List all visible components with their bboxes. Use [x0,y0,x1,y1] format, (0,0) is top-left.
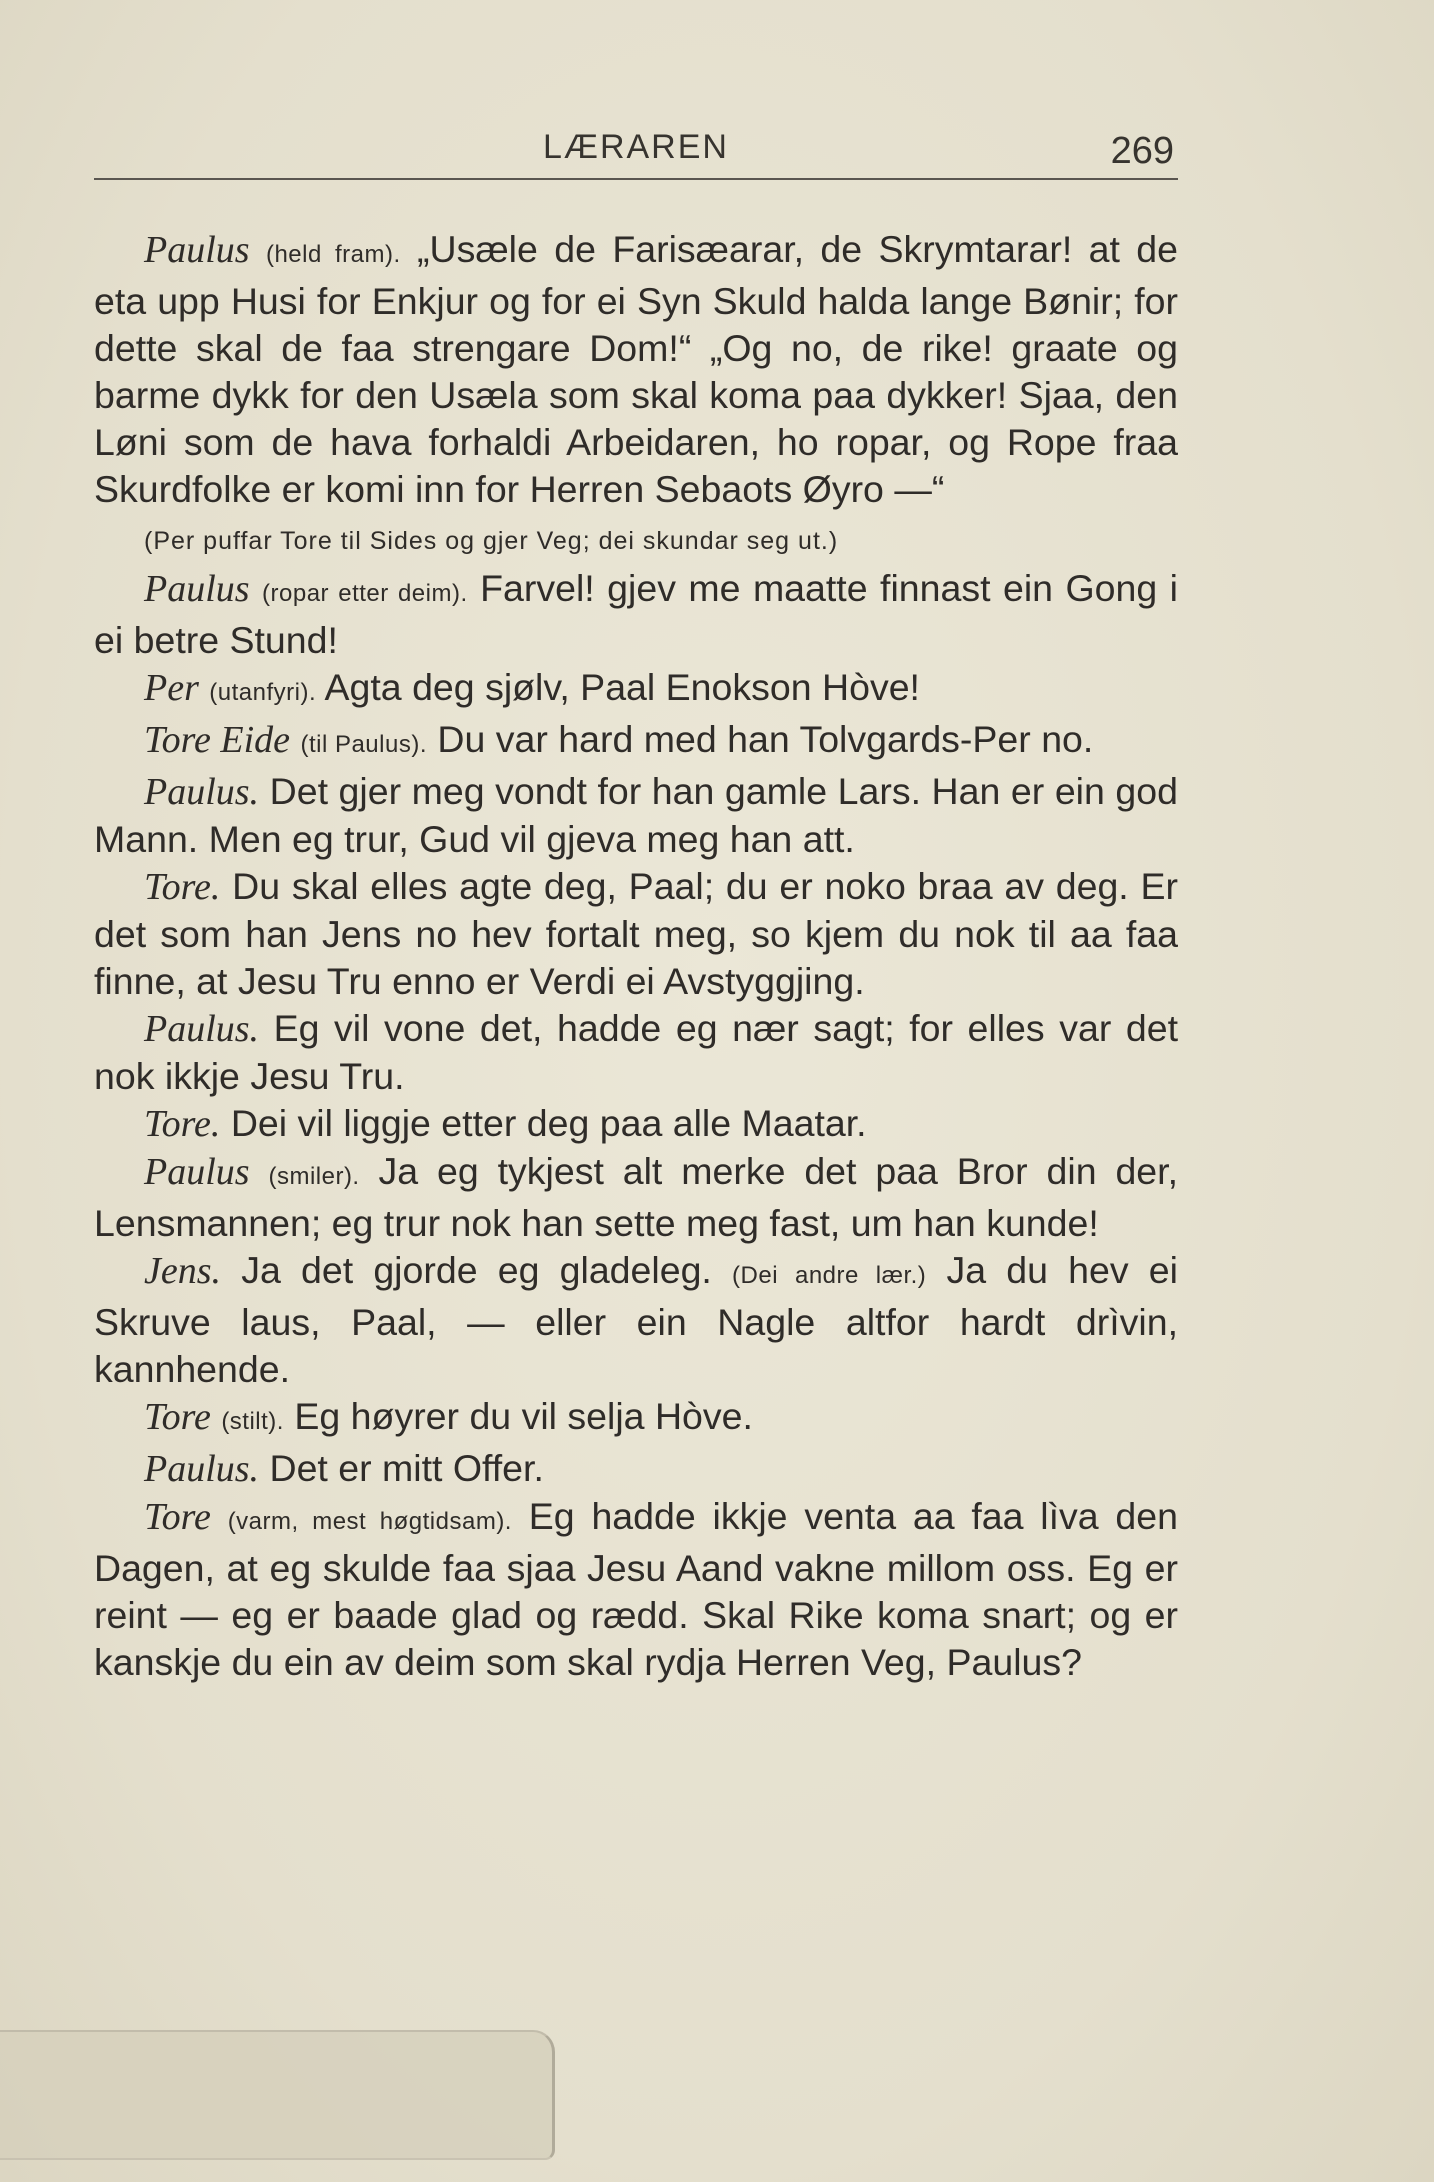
dialogue-paragraph [94,1247,1178,1393]
speaker-name: Per [144,667,199,709]
library-label-stamp [0,2030,555,2160]
dialogue-text: Eg høyrer du vil selja Hòve. [294,1395,753,1437]
running-head: LÆRAREN [543,128,729,166]
dialogue-text: „Usæle de Farisæarar, de Skrymtarar! at de eta upp Husi for Enkjur og for ei Syn Skuld halda lange Bønir; for dette skal de faa strengare Dom!“ „Og no, de rike! graate og barme dykk for den Usæla som skal koma paa dykker! Sjaa, den Løni som de hava forhaldi Arbeidaren, ho ropar, og Rope fraa Skurdfolke er komi inn for Herren Sebaots Øyro —“ [94,228,1179,510]
dialogue-text: Eg hadde ikkje venta aa faa lìva den Dagen, at eg skulde faa sjaa Jesu Aand vakne millom oss. Eg er reint — eg er baade glad og rædd. Skal Rike koma snart; og er kanskje du ein av deim som skal rydja Herren Veg, Paulus? [94,1495,1178,1683]
speaker-name: Paulus [144,568,250,610]
stage-direction: (stilt). [221,1408,284,1435]
dialogue-paragraph [94,863,1178,1005]
dialogue-text: Ja eg tykjest alt merke det paa Bror din der, Lensmannen; eg trur nok han sette meg fast, um han kunde! [94,1150,1178,1244]
dialogue-text: Eg vil vone det, hadde eg nær sagt; for elles var det nok ikkje Jesu Tru. [94,1007,1178,1097]
stage-direction: (held fram). [265,241,401,268]
dialogue-paragraph [94,1148,1178,1247]
dialogue-paragraph [94,226,1178,513]
page-number: 269 [1110,130,1174,172]
speaker-name: Tore Eide [144,719,291,761]
dialogue-text: Du var hard med han Tolvgards-Per no. [437,718,1094,760]
dialogue-paragraph [94,1493,1178,1686]
dialogue-text: Det er mitt Offer. [269,1447,544,1489]
dialogue-paragraph [94,716,1178,768]
speaker-name: Tore [144,1396,211,1438]
dialogue-text: Agta deg sjølv, Paal Enokson Hòve! [324,666,920,708]
dialogue-text: Det gjer meg vondt for han gamle Lars. Han er ein god Mann. Men eg trur, Gud vil gjeva meg han att. [94,770,1179,860]
dialogue-text: Farvel! gjev me maatte finnast ein Gong i ei betre Stund! [94,567,1178,661]
body-text [94,226,1178,1686]
speaker-name: Tore. [144,866,221,908]
dialogue-text: Du skal elles agte deg, Paal; du er noko braa av deg. Er det som han Jens no hev fortalt meg, so kjem du nok til aa faa finne, at Jesu Tru enno er Verdi ei Avstyggjing. [94,865,1178,1002]
speaker-name: Jens. [144,1250,222,1292]
speaker-name: Paulus [144,1151,250,1193]
dialogue-paragraph [94,565,1178,664]
speaker-name: Paulus. [144,1008,260,1050]
speaker-name: Paulus. [144,1448,260,1490]
dialogue-text: Ja det gjorde eg gladeleg. [241,1249,712,1291]
dialogue-paragraph [94,664,1178,716]
page-header [94,124,1178,180]
speaker-name: Paulus. [144,771,260,813]
stage-direction: (utanfyri). [209,679,317,706]
dialogue-text: Ja du hev ei Skruve laus, Paal, — eller ein Nagle altfor hardt drìvin, kannhende. [94,1249,1178,1390]
dialogue-paragraph [94,1100,1178,1148]
stage-direction: (Dei andre lær.) [732,1262,927,1289]
stage-direction-line: (Per puffar Tore til Sides og gjer Veg; dei skundar seg ut.) [144,527,839,555]
dialogue-paragraph [94,1393,1178,1445]
stage-direction: (til Paulus). [300,731,427,758]
dialogue-text: Dei vil liggje etter deg paa alle Maatar. [230,1102,867,1144]
dialogue-paragraph [94,1005,1178,1100]
dialogue-paragraph [94,1445,1178,1493]
dialogue-paragraph [94,768,1178,863]
stage-direction: (ropar etter deim). [262,580,468,607]
speaker-name: Tore [144,1496,211,1538]
stage-direction: (varm, mest høgtidsam). [227,1508,512,1535]
stage-direction: (smiler). [268,1163,360,1190]
speaker-name: Tore. [144,1103,221,1145]
speaker-name: Paulus [144,229,250,271]
